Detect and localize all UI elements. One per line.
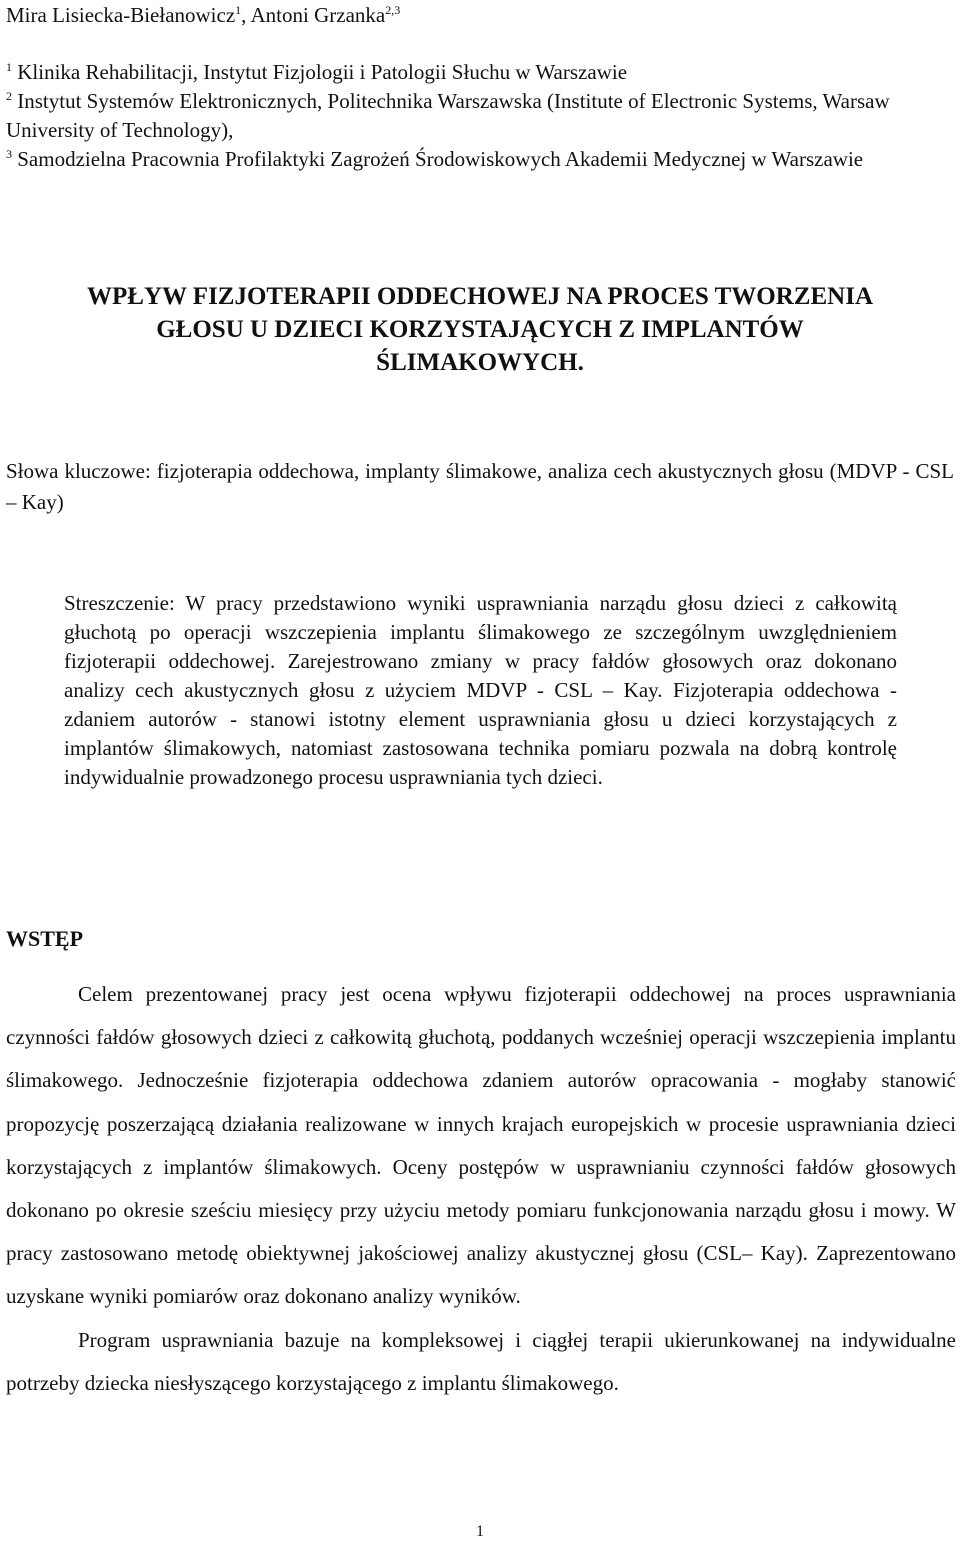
author-line xyxy=(6,2,400,28)
title-line: GŁOSU U DZIECI KORZYSTAJĄCYCH Z IMPLANTÓW xyxy=(156,316,804,343)
affiliation-mark: 3 xyxy=(6,147,12,161)
author-name: Antoni Grzanka xyxy=(250,3,386,27)
abstract: Streszczenie: W pracy przedstawiono wyniki usprawniania narządu głosu dzieci z całkowitą głuchotą po operacji wszczepienia implantu ślimakowego ze szczególnym uwzględnieniem fizjoterapii oddechowej. Zarejestrowano zmiany w pracy fałdów głosowych oraz dokonano analizy cech akustycznych głosu z użyciem MDVP - CSL – Kay. Fizjoterapia oddechowa - zdaniem autorów - stanowi istotny element usprawniania głosu u dzieci korzystających z implantów ślimakowych, natomiast zastosowana technika pomiaru pozwala na dobrą kontrolę indywidualnie prowadzonego procesu usprawniania tych dzieci. xyxy=(64,591,897,789)
affiliation-1 xyxy=(6,58,936,87)
author-name: Mira Lisiecka-Biełanowicz xyxy=(6,3,236,27)
author-affiliation-mark: 1 xyxy=(235,3,242,17)
page-number: 1 xyxy=(476,1523,484,1540)
affiliation-text: Samodzielna Pracownia Profilaktyki Zagrożeń Środowiskowych Akademii Medycznej w Warszawie xyxy=(12,147,864,171)
title-line: ŚLIMAKOWYCH. xyxy=(376,349,584,376)
section-body xyxy=(6,973,956,1405)
title-line: WPŁYW FIZJOTERAPII ODDECHOWEJ NA PROCES TWORZENIA xyxy=(87,283,873,310)
affiliation-3 xyxy=(6,145,936,174)
affiliation-mark: 1 xyxy=(6,60,12,74)
paper-title xyxy=(0,280,960,379)
affiliation-mark: 2 xyxy=(6,89,12,103)
author-separator: , xyxy=(241,3,251,27)
author-affiliation-mark: 2,3 xyxy=(385,3,401,17)
affiliation-2 xyxy=(6,87,936,145)
affiliation-text: Instytut Systemów Elektronicznych, Politechnika Warszawska (Institute of Electronic Systems, Warsaw University of Technology), xyxy=(6,89,890,142)
affiliations xyxy=(6,58,936,174)
paragraph: Celem prezentowanej pracy jest ocena wpływu fizjoterapii oddechowej na proces usprawniania czynności fałdów głosowych dzieci z całkowitą głuchotą, poddanych wcześniej operacji wszczepienia implantu ślimakowego. Jednocześnie fizjoterapia oddechowa zdaniem autorów opracowania - mogłaby stanowić propozycję poszerzającą działania realizowane w innych krajach europejskich w procesie usprawniania dzieci korzystających z implantów ślimakowych. Oceny postępów w usprawnianiu czynności fałdów głosowych dokonano po okresie sześciu miesięcy przy użyciu metody pomiaru funkcjonowania narządu głosu i mowy. W pracy zastosowano metodę obiektywnej jakościowej analizy akustycznej głosu (CSL– Kay). Zaprezentowano uzyskane wyniki pomiarów oraz dokonano analizy wyników. xyxy=(6,982,956,1309)
keywords: Słowa kluczowe: fizjoterapia oddechowa, implanty ślimakowe, analiza cech akustycznych głosu (MDVP - CSL – Kay) xyxy=(6,459,954,514)
section-heading: WSTĘP xyxy=(6,926,84,951)
paragraph: Program usprawniania bazuje na kompleksowej i ciągłej terapii ukierunkowanej na indywidualne potrzeby dziecka niesłyszącego korzystającego z implantu ślimakowego. xyxy=(6,1327,956,1395)
affiliation-text: Klinika Rehabilitacji, Instytut Fizjologii i Patologii Słuchu w Warszawie xyxy=(12,60,628,84)
